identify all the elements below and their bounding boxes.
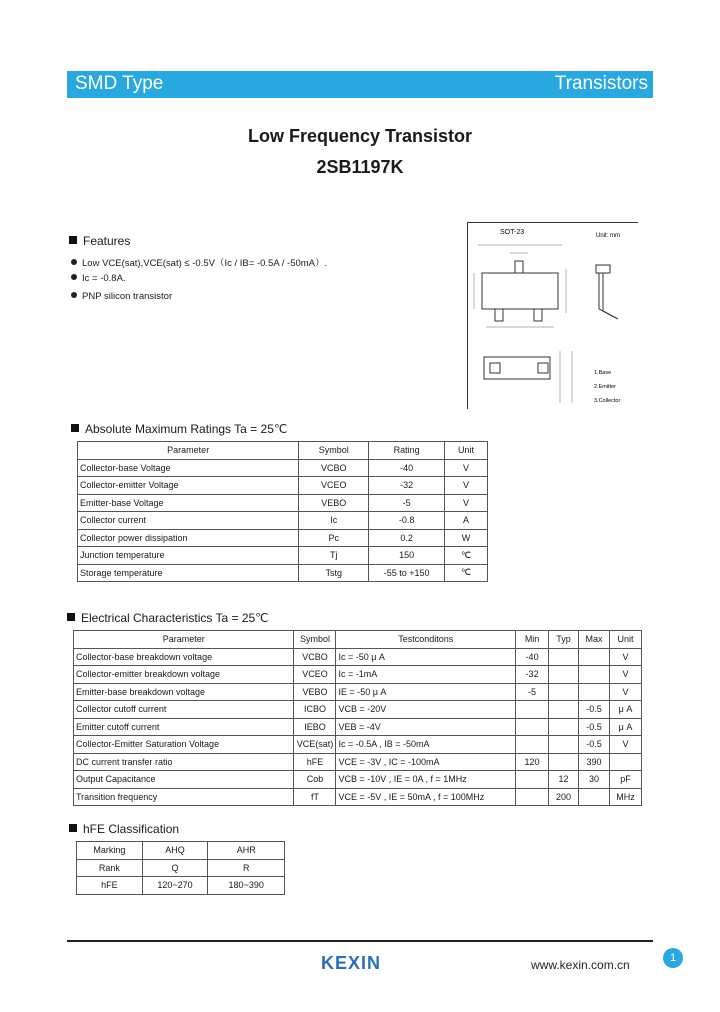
table-row bbox=[74, 666, 642, 684]
dot-bullet-icon bbox=[71, 274, 77, 280]
column-header: Parameter bbox=[74, 631, 294, 649]
table-cell: VCBO bbox=[299, 459, 369, 477]
abs-max-table bbox=[77, 441, 488, 582]
elec-char-table bbox=[73, 630, 642, 806]
table-cell: 30 bbox=[579, 771, 610, 789]
table-row bbox=[74, 736, 642, 754]
table-cell: VCBO bbox=[294, 648, 336, 666]
table-cell: μ A bbox=[609, 701, 641, 719]
table-cell: Ic = -0.5A , IB = -50mA bbox=[336, 736, 516, 754]
table-cell bbox=[579, 788, 610, 806]
table-cell: Ic bbox=[299, 512, 369, 530]
table-cell: Emitter cutoff current bbox=[74, 718, 294, 736]
table-cell: Collector current bbox=[78, 512, 299, 530]
table-cell: fT bbox=[294, 788, 336, 806]
table-cell bbox=[579, 683, 610, 701]
feature-item: PNP silicon transistor bbox=[71, 291, 172, 302]
table-cell: Q bbox=[142, 859, 208, 877]
pin-label: 1.Base bbox=[594, 370, 612, 376]
table-row bbox=[77, 877, 285, 895]
table-row bbox=[74, 683, 642, 701]
table-cell bbox=[549, 683, 579, 701]
table-cell: -40 bbox=[369, 459, 445, 477]
part-number: 2SB1197K bbox=[316, 157, 404, 177]
table-cell bbox=[549, 736, 579, 754]
square-bullet-icon bbox=[69, 824, 77, 832]
table-cell: Collector cutoff current bbox=[74, 701, 294, 719]
table-row bbox=[74, 701, 642, 719]
table-cell: V bbox=[445, 494, 488, 512]
table-cell: Storage temperature bbox=[78, 564, 299, 582]
table-cell bbox=[549, 666, 579, 684]
header-bar bbox=[67, 71, 653, 98]
table-row bbox=[74, 753, 642, 771]
table-cell: V bbox=[609, 648, 641, 666]
table-cell: V bbox=[445, 459, 488, 477]
website-link[interactable]: www.kexin.com.cn bbox=[531, 958, 630, 972]
table-cell: Emitter-base breakdown voltage bbox=[74, 683, 294, 701]
column-header: Unit bbox=[445, 442, 488, 460]
pin-label: 2.Emitter bbox=[594, 384, 617, 390]
feature-item: Low VCE(sat),VCE(sat) ≤ -0.5V（Ic / IB= -0.5A / -50mA）. bbox=[71, 255, 327, 269]
table-cell: pF bbox=[609, 771, 641, 789]
hfe-heading: hFE Classification bbox=[69, 822, 179, 836]
table-header-row bbox=[74, 631, 642, 649]
table-row bbox=[78, 529, 488, 547]
table-cell: Transition frequency bbox=[74, 788, 294, 806]
table-cell: hFE bbox=[294, 753, 336, 771]
header-left-label: SMD Type bbox=[75, 73, 164, 94]
table-cell: Rank bbox=[77, 859, 143, 877]
table-cell bbox=[549, 701, 579, 719]
table-cell: DC current transfer ratio bbox=[74, 753, 294, 771]
square-bullet-icon bbox=[67, 613, 75, 621]
square-bullet-icon bbox=[69, 236, 77, 244]
table-cell: 150 bbox=[369, 547, 445, 565]
package-outline-drawing bbox=[467, 222, 638, 409]
dot-bullet-icon bbox=[71, 259, 77, 265]
column-header: Unit bbox=[609, 631, 641, 649]
dot-bullet-icon bbox=[71, 292, 77, 298]
table-row bbox=[78, 547, 488, 565]
table-cell: hFE bbox=[77, 877, 143, 895]
table-cell: Marking bbox=[77, 842, 143, 860]
square-bullet-icon bbox=[71, 424, 79, 432]
table-cell: V bbox=[609, 666, 641, 684]
column-header: Symbol bbox=[299, 442, 369, 460]
table-cell: VCE = -5V , IE = 50mA , f = 100MHz bbox=[336, 788, 516, 806]
table-cell: 120 bbox=[516, 753, 549, 771]
table-header-row bbox=[78, 442, 488, 460]
table-cell: Tstg bbox=[299, 564, 369, 582]
table-cell: ICBO bbox=[294, 701, 336, 719]
table-cell: VEBO bbox=[299, 494, 369, 512]
elec-heading: Electrical Characteristics Ta = 25℃ bbox=[67, 611, 269, 625]
table-cell: Collector-Emitter Saturation Voltage bbox=[74, 736, 294, 754]
table-cell: 120~270 bbox=[142, 877, 208, 895]
kexin-logo: KEXIN bbox=[321, 953, 382, 973]
table-cell: V bbox=[609, 683, 641, 701]
features-heading: Features bbox=[69, 234, 130, 248]
table-row bbox=[74, 788, 642, 806]
table-cell bbox=[549, 718, 579, 736]
table-row bbox=[78, 459, 488, 477]
table-cell bbox=[579, 648, 610, 666]
table-cell: IEBO bbox=[294, 718, 336, 736]
table-cell: Collector power dissipation bbox=[78, 529, 299, 547]
table-cell: Ic = -1mA bbox=[336, 666, 516, 684]
table-cell: W bbox=[445, 529, 488, 547]
pin-label: 3.Collector bbox=[594, 398, 621, 404]
package-name: SOT-23 bbox=[500, 229, 525, 236]
page-number-badge: 1 bbox=[663, 948, 683, 968]
package-unit: Unit: mm bbox=[596, 233, 620, 239]
table-cell: Ic = -50 μ A bbox=[336, 648, 516, 666]
column-header: Min bbox=[516, 631, 549, 649]
table-cell: 200 bbox=[549, 788, 579, 806]
table-row bbox=[78, 494, 488, 512]
header-right-label: Transistors bbox=[554, 73, 648, 94]
table-cell: VCB = -20V bbox=[336, 701, 516, 719]
table-cell: ℃ bbox=[445, 547, 488, 565]
table-cell: -32 bbox=[369, 477, 445, 495]
footer-divider bbox=[67, 940, 653, 942]
table-cell: AHQ bbox=[142, 842, 208, 860]
table-cell: Collector-emitter Voltage bbox=[78, 477, 299, 495]
table-cell: Output Capacitance bbox=[74, 771, 294, 789]
table-cell bbox=[516, 701, 549, 719]
table-cell: μ A bbox=[609, 718, 641, 736]
hfe-classification-table bbox=[76, 841, 285, 895]
table-row bbox=[77, 842, 285, 860]
table-cell: VCE(sat) bbox=[294, 736, 336, 754]
table-cell: VCEO bbox=[299, 477, 369, 495]
table-row bbox=[74, 771, 642, 789]
table-cell: -0.5 bbox=[579, 718, 610, 736]
column-header: Testconditons bbox=[336, 631, 516, 649]
table-cell bbox=[549, 648, 579, 666]
table-cell: Tj bbox=[299, 547, 369, 565]
table-cell: 12 bbox=[549, 771, 579, 789]
table-cell: R bbox=[208, 859, 285, 877]
table-cell: Pc bbox=[299, 529, 369, 547]
column-header: Symbol bbox=[294, 631, 336, 649]
table-cell bbox=[549, 753, 579, 771]
table-cell: 180~390 bbox=[208, 877, 285, 895]
table-cell: Junction temperature bbox=[78, 547, 299, 565]
table-cell: Collector-base Voltage bbox=[78, 459, 299, 477]
table-row bbox=[78, 512, 488, 530]
table-cell: Collector-emitter breakdown voltage bbox=[74, 666, 294, 684]
table-cell bbox=[609, 753, 641, 771]
table-cell: -0.8 bbox=[369, 512, 445, 530]
table-cell: V bbox=[609, 736, 641, 754]
column-header: Rating bbox=[369, 442, 445, 460]
table-cell: -55 to +150 bbox=[369, 564, 445, 582]
table-cell: 0.2 bbox=[369, 529, 445, 547]
table-row bbox=[74, 718, 642, 736]
table-cell: VCB = -10V , IE = 0A , f = 1MHz bbox=[336, 771, 516, 789]
table-cell: ℃ bbox=[445, 564, 488, 582]
table-row bbox=[77, 859, 285, 877]
table-cell: A bbox=[445, 512, 488, 530]
column-header: Parameter bbox=[78, 442, 299, 460]
table-cell: MHz bbox=[609, 788, 641, 806]
table-cell: 390 bbox=[579, 753, 610, 771]
table-cell: VEB = -4V bbox=[336, 718, 516, 736]
table-cell: VCEO bbox=[294, 666, 336, 684]
table-cell: VEBO bbox=[294, 683, 336, 701]
column-header: Typ bbox=[549, 631, 579, 649]
table-row bbox=[78, 477, 488, 495]
table-cell: -0.5 bbox=[579, 701, 610, 719]
table-cell: AHR bbox=[208, 842, 285, 860]
table-cell: Cob bbox=[294, 771, 336, 789]
table-cell: IE = -50 μ A bbox=[336, 683, 516, 701]
table-cell: -5 bbox=[516, 683, 549, 701]
table-cell bbox=[516, 736, 549, 754]
page-title: Low Frequency Transistor bbox=[247, 126, 473, 146]
table-cell: -32 bbox=[516, 666, 549, 684]
table-cell bbox=[516, 718, 549, 736]
table-cell: VCE = -3V , IC = -100mA bbox=[336, 753, 516, 771]
feature-item: Ic = -0.8A. bbox=[71, 273, 126, 284]
abs-max-heading: Absolute Maximum Ratings Ta = 25℃ bbox=[71, 422, 287, 436]
table-row bbox=[74, 648, 642, 666]
table-cell: -5 bbox=[369, 494, 445, 512]
table-cell: -40 bbox=[516, 648, 549, 666]
table-cell bbox=[516, 788, 549, 806]
column-header: Max bbox=[579, 631, 610, 649]
table-cell: Emitter-base Voltage bbox=[78, 494, 299, 512]
table-row bbox=[78, 564, 488, 582]
table-cell: V bbox=[445, 477, 488, 495]
table-cell: Collector-base breakdown voltage bbox=[74, 648, 294, 666]
table-cell bbox=[579, 666, 610, 684]
table-cell: -0.5 bbox=[579, 736, 610, 754]
table-cell bbox=[516, 771, 549, 789]
